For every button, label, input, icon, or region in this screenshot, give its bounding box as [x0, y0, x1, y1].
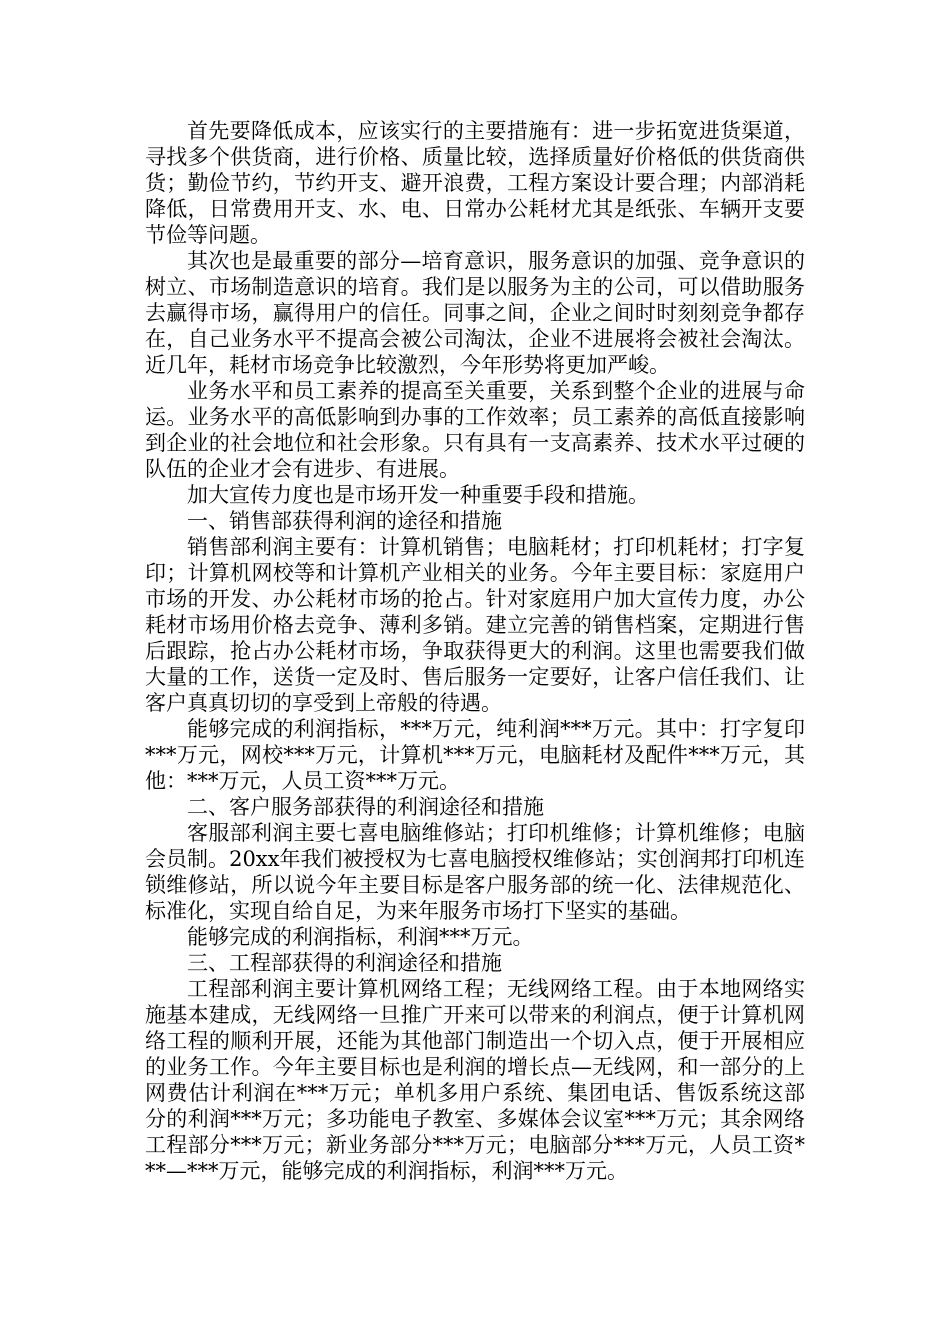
- paragraph-staff-quality: 业务水平和员工素养的提高至关重要，关系到整个企业的进展与命运。业务水平的高低影响到办事的工作效率；员工素养的高低直接影响到企业的社会地位和社会形象。只有具有一支高素养、技术水平过硬的队伍的企业才会有进步、有进展。: [145, 379, 805, 481]
- paragraph-awareness: 其次也是最重要的部分—培育意识，服务意识的加强、竞争意识的树立、市场制造意识的培育。我们是以服务为主的公司，可以借助服务去赢得市场，赢得用户的信任。同事之间，企业之间时时刻刻竞争都存在，自己业务水平不提高会被公司淘汰，企业不进展将会被社会淘汰。近几年，耗材市场竞争比较激烈，今年形势将更加严峻。: [145, 249, 805, 377]
- paragraph-sales-profit: 销售部利润主要有：计算机销售；电脑耗材；打印机耗材；打字复印；计算机网校等和计算机产业相关的业务。今年主要目标：家庭用户市场的开发、办公耗材市场的抢占。针对家庭用户加大宣传力度，办公耗材市场用价格去竞争、薄利多销。建立完善的销售档案，定期进行售后跟踪，抢占办公耗材市场，争取获得更大的利润。这里也需要我们做大量的工作，送货一定及时、售后服务一定要好，让客户信任我们、让客户真真切切的享受到上帝般的待遇。: [145, 535, 805, 715]
- paragraph-publicity: 加大宣传力度也是市场开发一种重要手段和措施。: [187, 483, 649, 507]
- heading-sales-department: 一、销售部获得利润的途径和措施: [187, 509, 502, 533]
- paragraph-service-profit: 客服部利润主要七喜电脑维修站；打印机维修；计算机维修；电脑会员制。20xx年我们被授权为七喜电脑授权维修站；实创润邦打印机连锁维修站，所以说今年主要目标是客户服务部的统一化、法律规范化、标准化，实现自给自足，为来年服务市场打下坚实的基础。: [145, 821, 805, 923]
- paragraph-engineering-profit: 工程部利润主要计算机网络工程；无线网络工程。由于本地网络实施基本建成，无线网络一旦推广开来可以带来的利润点，便于计算机网络工程的顺利开展，还能为其他部门制造出一个切入点，便于开展相应的业务工作。今年主要目标也是利润的增长点—无线网，和一部分的上网费估计利润在***万元；单机多用户系统、集团电话、售饭系统这部分的利润***万元；多功能电子教室、多媒体会议室***万元；其余网络工程部分***万元；新业务部分***万元；电脑部分***万元，人员工资***—***万元，能够完成的利润指标，利润***万元。: [145, 977, 805, 1183]
- paragraph-sales-target: 能够完成的利润指标，***万元，纯利润***万元。其中：打字复印***万元，网校***万元，计算机***万元，电脑耗材及配件***万元，其他：***万元，人员工资***万元。: [145, 717, 805, 793]
- paragraph-cost-reduction: 首先要降低成本，应该实行的主要措施有：进一步拓宽进货渠道，寻找多个供货商，进行价格、质量比较，选择质量好价格低的供货商供货；勤俭节约，节约开支、避开浪费，工程方案设计要合理；内部消耗降低，日常费用开支、水、电、日常办公耗材尤其是纸张、车辆开支要节俭等问题。: [145, 119, 805, 247]
- document-page: [145, 118, 805, 1184]
- heading-engineering: 三、工程部获得的利润途径和措施: [187, 951, 502, 975]
- paragraph-service-target: 能够完成的利润指标，利润***万元。: [187, 925, 534, 949]
- heading-customer-service: 二、客户服务部获得的利润途径和措施: [187, 795, 544, 819]
